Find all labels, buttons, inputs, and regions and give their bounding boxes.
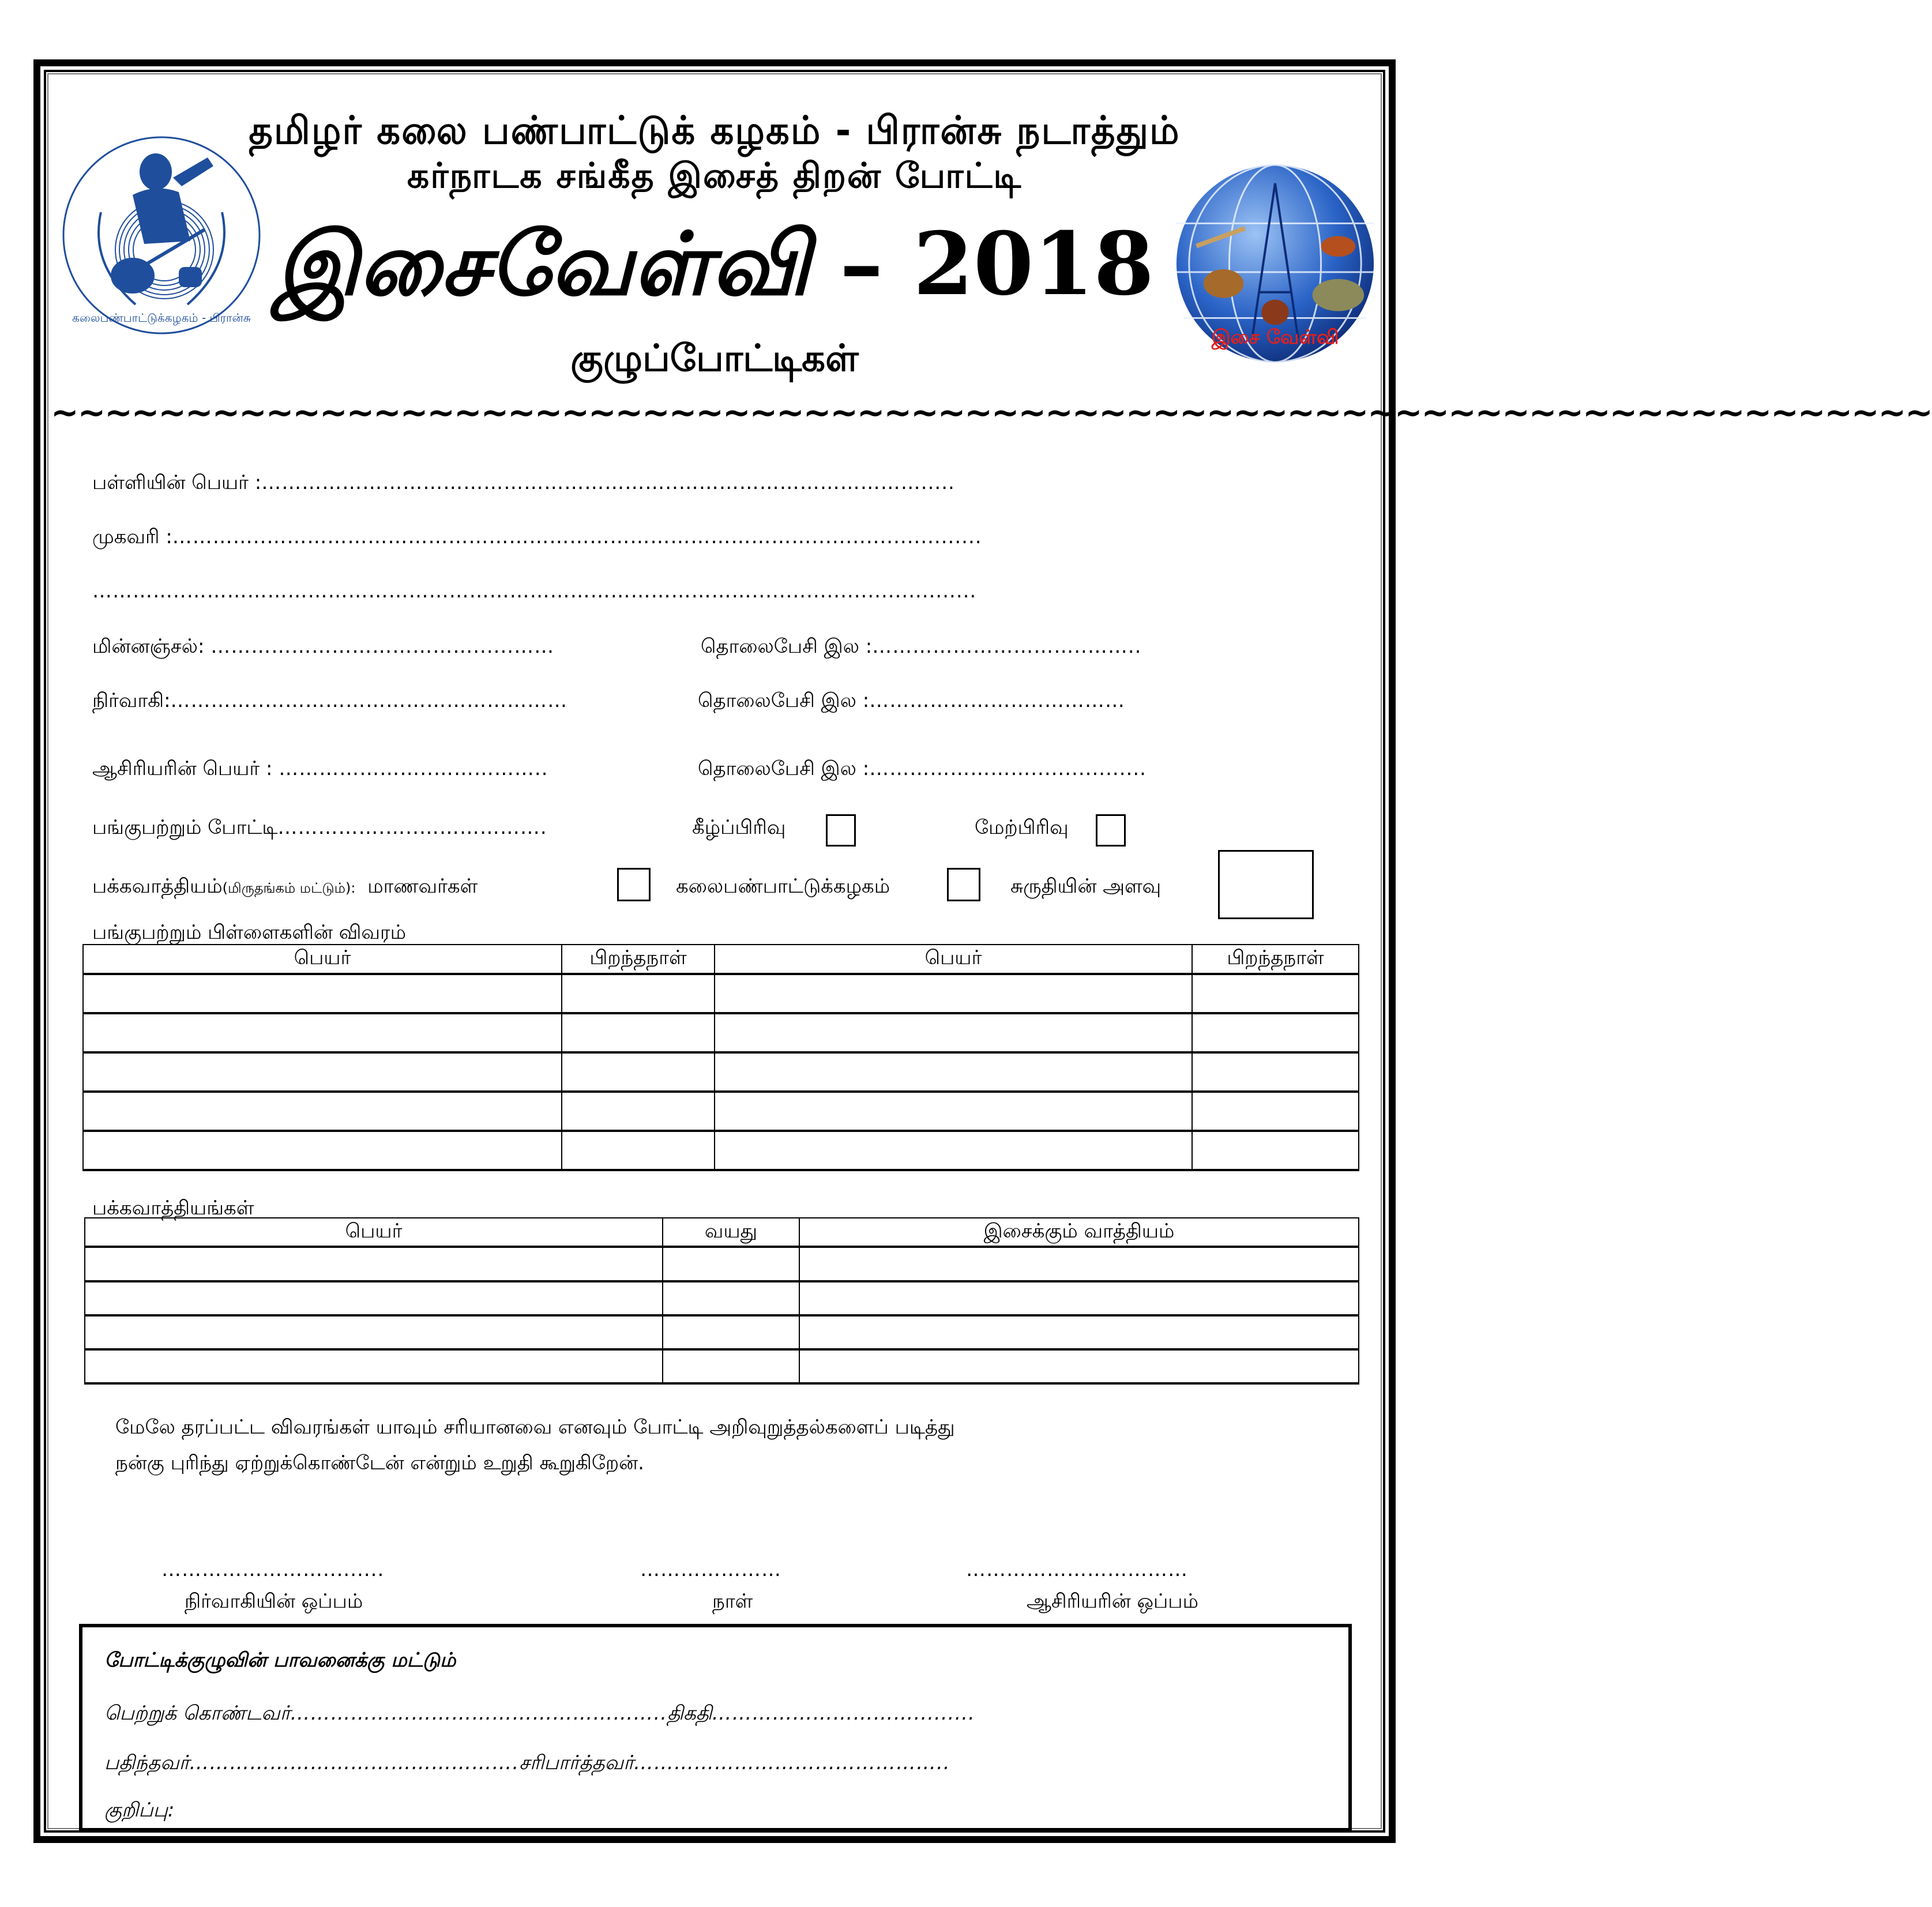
competition-field[interactable] bbox=[92, 818, 547, 837]
pitch-label: சுருதியின் அளவு bbox=[1010, 875, 1162, 898]
phone1-blank[interactable]: …………………………..…….. bbox=[872, 635, 1142, 658]
accompanist-age-cell[interactable] bbox=[663, 1247, 799, 1281]
column-header-name: பெயர் bbox=[83, 945, 562, 974]
phone3-blank[interactable]: ……………………................. bbox=[869, 757, 1147, 780]
accompanist-instrument-cell[interactable] bbox=[799, 1349, 1359, 1383]
accompanist-name-cell[interactable] bbox=[85, 1349, 663, 1383]
administrator-label: நிர்வாகி: bbox=[92, 689, 171, 712]
column-header-instrument: இசைக்கும் வாத்தியம் bbox=[799, 1218, 1359, 1247]
administrator-field[interactable] bbox=[92, 691, 567, 710]
table-row bbox=[83, 1052, 1359, 1092]
address-field[interactable] bbox=[92, 527, 982, 547]
participant-name-cell[interactable] bbox=[83, 1013, 562, 1052]
participants-table-header bbox=[83, 945, 1359, 974]
participant-name-cell[interactable] bbox=[715, 1092, 1192, 1131]
phone3-label: தொலைபேசி இல : bbox=[698, 757, 870, 780]
accompaniment-label: பக்கவாத்தியம் bbox=[92, 875, 223, 898]
accompanist-age-cell[interactable] bbox=[663, 1349, 799, 1383]
competition-label: பங்குபற்றும் போட்டி bbox=[92, 816, 278, 839]
phone1-label: தொலைபேசி இல : bbox=[701, 635, 873, 658]
date-blank[interactable]: …………………………......... bbox=[712, 1702, 975, 1725]
table-row bbox=[85, 1349, 1359, 1383]
declaration-line-1: மேலே தரப்பட்ட விவரங்கள் யாவும் சரியானவை எனவும் போட்டி அறிவுறுத்தல்களைப் படித்து bbox=[115, 1416, 955, 1439]
column-header-name: பெயர் bbox=[85, 1218, 663, 1247]
students-checkbox[interactable] bbox=[617, 868, 651, 901]
phone2-blank[interactable]: ……………………..………… bbox=[869, 689, 1125, 712]
participant-dob-cell[interactable] bbox=[1192, 1052, 1359, 1092]
accompanists-table-header bbox=[85, 1218, 1359, 1247]
address-label: முகவரி : bbox=[92, 525, 172, 548]
accompanist-age-cell[interactable] bbox=[663, 1281, 799, 1315]
participant-name-cell[interactable] bbox=[715, 1052, 1192, 1092]
checked-by-blank[interactable]: ……………………………………….. bbox=[633, 1751, 950, 1774]
association-label: கலைபண்பாட்டுக்கழகம் bbox=[676, 875, 890, 898]
students-label: மாணவர்கள் bbox=[367, 875, 478, 898]
teacher-signature-label: ஆசிரியரின் ஒப்பம் bbox=[1027, 1590, 1198, 1613]
phone2-field[interactable] bbox=[698, 691, 1125, 710]
teacher-name-label: ஆசிரியரின் பெயர் : bbox=[92, 757, 273, 780]
participant-dob-cell[interactable] bbox=[1192, 1131, 1359, 1170]
column-header-dob: பிறந்தநாள் bbox=[562, 945, 715, 974]
participant-dob-cell[interactable] bbox=[562, 1052, 715, 1092]
table-row bbox=[83, 1092, 1359, 1131]
teacher-signature-blank[interactable]: …………………………… bbox=[966, 1558, 1188, 1581]
event-title bbox=[0, 213, 1429, 326]
accompaniment-row bbox=[92, 877, 478, 896]
email-field[interactable] bbox=[92, 637, 554, 656]
received-by-field[interactable] bbox=[104, 1703, 975, 1723]
participants-table-title: பங்குபற்றும் பிள்ளைகளின் விவரம் bbox=[92, 921, 406, 944]
email-blank[interactable]: …………………………………......…… bbox=[211, 635, 555, 658]
email-label: மின்னஞ்சல்: bbox=[92, 635, 205, 658]
address-line2-field[interactable] bbox=[92, 581, 976, 601]
participant-dob-cell[interactable] bbox=[562, 1131, 715, 1170]
address-blank[interactable]: …………..………………………………………………………………………......................... bbox=[172, 525, 982, 548]
participant-name-cell[interactable] bbox=[83, 1052, 562, 1092]
phone1-field[interactable] bbox=[701, 637, 1141, 656]
logo-left-text: கலைபண்பாட்டுக்கழகம் - பிரான்சு bbox=[72, 311, 251, 325]
participant-name-cell[interactable] bbox=[715, 974, 1192, 1013]
participant-dob-cell[interactable] bbox=[562, 974, 715, 1013]
received-by-blank[interactable]: ……………………………………………….. bbox=[290, 1702, 668, 1725]
logo-right-caption: இசை வேள்வி bbox=[1211, 326, 1339, 349]
accompanists-table bbox=[84, 1217, 1359, 1385]
accompaniment-note: (மிருதங்கம் மட்டும்): bbox=[222, 880, 356, 896]
note-label[interactable]: குறிப்பு: bbox=[104, 1799, 175, 1822]
event-title-tamil: இசைவேள்வி bbox=[275, 213, 810, 315]
office-use-box bbox=[79, 1624, 1352, 1831]
registered-by-blank[interactable]: …………………………………………. bbox=[189, 1751, 520, 1774]
declaration-line-2: நன்கு புரிந்து ஏற்றுக்கொண்டேன் என்றும் உறுதி கூறுகிறேன். bbox=[115, 1451, 644, 1475]
column-header-age: வயது bbox=[663, 1218, 799, 1247]
table-row bbox=[85, 1281, 1359, 1315]
teacher-name-blank[interactable]: …………………..…………….. bbox=[279, 757, 548, 780]
date-signature-blank[interactable]: ………………… bbox=[640, 1558, 781, 1581]
table-row bbox=[85, 1315, 1359, 1349]
participant-dob-cell[interactable] bbox=[562, 1013, 715, 1052]
address-line2-blank[interactable]: …………..…………………………………………………………………………................................. bbox=[92, 580, 977, 603]
lower-division-label: கீழ்ப்பிரிவு bbox=[692, 816, 786, 839]
column-header-dob: பிறந்தநாள் bbox=[1192, 945, 1359, 974]
participant-dob-cell[interactable] bbox=[1192, 1013, 1359, 1052]
event-year: 2018 bbox=[913, 213, 1154, 315]
accompanist-instrument-cell[interactable] bbox=[799, 1281, 1359, 1315]
table-row bbox=[83, 1013, 1359, 1052]
group-competitions-subtitle: குழுப்போட்டிகள் bbox=[570, 337, 859, 380]
lower-division-checkbox[interactable] bbox=[826, 814, 856, 847]
participant-name-cell[interactable] bbox=[83, 974, 562, 1013]
organizer-heading: தமிழர் கலை பண்பாட்டுக் கழகம் - பிரான்சு நடாத்தும் bbox=[249, 108, 1181, 153]
office-use-title: போட்டிக்குழுவின் பாவனைக்கு மட்டும் bbox=[104, 1649, 456, 1672]
pitch-input-box[interactable] bbox=[1218, 850, 1314, 919]
registered-by-label: பதிந்தவர் bbox=[104, 1751, 190, 1774]
table-row bbox=[83, 974, 1359, 1013]
participant-name-cell[interactable] bbox=[715, 1131, 1192, 1170]
school-name-field[interactable] bbox=[92, 473, 955, 492]
tilde-separator: ~~~~~~~~~~~~~~~~~~~~~~~~~~~~~~~~~~~~~~~~~~~~~~~~~~~~~~~~~~~~~~~~~~~~~~ bbox=[51, 393, 1932, 432]
school-name-label: பள்ளியின் பெயர் : bbox=[92, 471, 262, 494]
association-checkbox[interactable] bbox=[947, 868, 980, 901]
phone3-field[interactable] bbox=[698, 759, 1147, 778]
participant-name-cell[interactable] bbox=[83, 1092, 562, 1131]
administrator-signature-blank[interactable]: ……………………......... bbox=[161, 1558, 385, 1581]
event-title-dash: – bbox=[840, 213, 884, 315]
administrator-signature-label: நிர்வாகியின் ஒப்பம் bbox=[185, 1590, 363, 1613]
phone2-label: தொலைபேசி இல : bbox=[698, 689, 870, 712]
teacher-name-field[interactable] bbox=[92, 759, 548, 778]
table-row bbox=[85, 1247, 1359, 1281]
table-row bbox=[83, 1131, 1359, 1170]
upper-division-checkbox[interactable] bbox=[1096, 814, 1126, 847]
competition-heading: கர்நாடக சங்கீத இசைத் திறன் போட்டி bbox=[407, 156, 1023, 196]
column-header-name: பெயர் bbox=[715, 945, 1192, 974]
accompanist-name-cell[interactable] bbox=[85, 1315, 663, 1349]
school-name-blank[interactable]: ……………………………………………………..………………………………..... bbox=[261, 471, 955, 494]
participant-dob-cell[interactable] bbox=[562, 1092, 715, 1131]
received-by-label: பெற்றுக் கொண்டவர் bbox=[104, 1702, 291, 1725]
participant-dob-cell[interactable] bbox=[1192, 1092, 1359, 1131]
administrator-blank[interactable]: …………..……………………………………… bbox=[170, 689, 568, 712]
competition-blank[interactable]: …………….…..………………. bbox=[277, 816, 547, 839]
date-signature-label: நாள் bbox=[712, 1590, 753, 1613]
participant-name-cell[interactable] bbox=[715, 1013, 1192, 1052]
registered-checked-field[interactable] bbox=[104, 1753, 950, 1773]
accompanists-table-title: பக்கவாத்தியங்கள் bbox=[92, 1197, 254, 1220]
participant-dob-cell[interactable] bbox=[1192, 974, 1359, 1013]
date-label: திகதி bbox=[667, 1702, 712, 1725]
accompanist-age-cell[interactable] bbox=[663, 1315, 799, 1349]
upper-division-label: மேற்பிரிவு bbox=[975, 816, 1069, 839]
accompanist-instrument-cell[interactable] bbox=[799, 1247, 1359, 1281]
participants-table bbox=[82, 944, 1359, 1171]
accompanist-name-cell[interactable] bbox=[85, 1281, 663, 1315]
checked-by-label: சரிபார்த்தவர் bbox=[519, 1751, 634, 1774]
accompanist-instrument-cell[interactable] bbox=[799, 1315, 1359, 1349]
participant-name-cell[interactable] bbox=[83, 1131, 562, 1170]
accompanist-name-cell[interactable] bbox=[85, 1247, 663, 1281]
